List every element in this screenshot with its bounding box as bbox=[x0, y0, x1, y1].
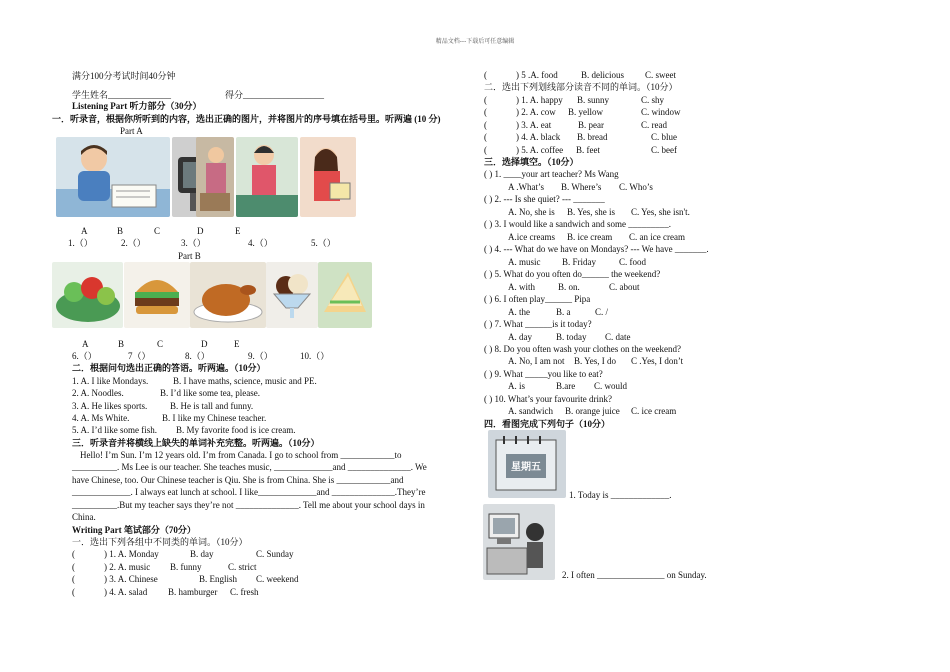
w1-option-a: ) 5 .A. food bbox=[516, 70, 558, 80]
q2-option-a: 5. A. I’d like some fish. bbox=[72, 425, 157, 435]
picture-hamburger bbox=[124, 262, 190, 328]
w3-option-c: C. about bbox=[609, 282, 640, 292]
w3-option-c: C. / bbox=[595, 307, 609, 317]
answer-paren[interactable]: ( bbox=[484, 145, 487, 155]
w1-option-a: ) 4. A. salad bbox=[104, 587, 148, 597]
passage-line[interactable]: __________.But my teacher says they’re not ______________. Tell me about your school days in bbox=[72, 500, 425, 510]
q2-option-a: 3. A. He likes sports. bbox=[72, 401, 148, 411]
answer-blank[interactable]: 6.（） bbox=[72, 351, 97, 361]
passage-line[interactable]: Hello! I’m Sun. I’m 12 years old. I’m from Canada. I go to school from ____________to bbox=[80, 450, 402, 460]
part-a-letter: C bbox=[154, 226, 161, 236]
w3-option-c: C. date bbox=[605, 332, 631, 342]
part-a-letter: D bbox=[197, 226, 204, 236]
q2-option-a: 4. A. Ms White. bbox=[72, 413, 130, 423]
w3-question[interactable]: ( ) 2. --- Is she quiet? --- _______ bbox=[484, 194, 605, 204]
w3-option-a: A. music bbox=[508, 257, 541, 267]
w2-option-b: B. bread bbox=[577, 132, 608, 142]
writing-part-title: Writing Part 笔试部分（70分） bbox=[72, 525, 196, 535]
part-b-letter: E bbox=[234, 339, 240, 349]
w2-option-b: B. yellow bbox=[568, 107, 603, 117]
w3-option-a: A.ice creams bbox=[508, 232, 555, 242]
picture-sandwich bbox=[318, 262, 372, 328]
w3-question[interactable]: ( ) 3. I would like a sandwich and some _________. bbox=[484, 219, 671, 229]
exam-info: 满分100分考试时间40分钟 bbox=[72, 71, 176, 81]
w2-option-b: B. sunny bbox=[577, 95, 610, 105]
w3-option-c: C. ice cream bbox=[631, 406, 677, 416]
part-a-letter: A bbox=[81, 226, 88, 236]
writing-q1-title: 一．选出下列各组中不同类的单词。（10分） bbox=[72, 537, 248, 547]
w1-option-a: ) 2. A. music bbox=[104, 562, 151, 572]
w3-option-a: A. sandwich bbox=[508, 406, 553, 416]
w2-option-a: ) 3. A. eat bbox=[516, 120, 552, 130]
sentence-2[interactable]: 2. I often _______________ on Sunday. bbox=[562, 570, 707, 580]
w1-option-a: ) 3. A. Chinese bbox=[104, 574, 158, 584]
answer-paren[interactable]: ( bbox=[484, 107, 487, 117]
w3-option-a: A. day bbox=[508, 332, 532, 342]
w1-option-b: B. funny bbox=[170, 562, 202, 572]
answer-paren[interactable]: ( bbox=[72, 574, 75, 584]
passage-line[interactable]: have Chinese, too. Our Chinese teacher is Qiu. She is from China. She is ____________and bbox=[72, 475, 404, 485]
w3-option-b: B. today bbox=[556, 332, 587, 342]
w3-option-c: C. Who’s bbox=[619, 182, 653, 192]
w3-option-a: A. is bbox=[508, 381, 526, 391]
part-a-letter: E bbox=[235, 226, 241, 236]
passage-line[interactable]: __________. Ms Lee is our teacher. She teaches music, _____________and ______________. We bbox=[72, 462, 427, 472]
w3-option-c: C .Yes, I don’t bbox=[631, 356, 684, 366]
w1-option-c: C. sweet bbox=[645, 70, 676, 80]
w3-option-c: C. Yes, she isn't. bbox=[631, 207, 690, 217]
answer-paren[interactable]: ( bbox=[72, 549, 75, 559]
part-a-letter: B bbox=[117, 226, 124, 236]
w2-option-c: C. beef bbox=[651, 145, 677, 155]
answer-blank[interactable]: 9.（） bbox=[248, 351, 273, 361]
w3-question[interactable]: ( ) 6. I often play______ Pipa bbox=[484, 294, 591, 304]
sentence-1[interactable]: 1. Today is _____________. bbox=[569, 490, 672, 500]
w3-option-b: B. Yes, she is bbox=[567, 207, 616, 217]
salad-icon bbox=[52, 262, 123, 328]
passage-line: China. bbox=[72, 512, 96, 522]
picture-ice-cream bbox=[266, 262, 318, 328]
w3-option-b: B. Yes, I do bbox=[574, 356, 617, 366]
answer-blank[interactable]: 1.（） bbox=[68, 238, 93, 248]
part-a-label: Part A bbox=[120, 126, 143, 136]
picture-computer bbox=[483, 504, 555, 580]
w3-option-b: B. ice cream bbox=[567, 232, 613, 242]
answer-blank[interactable]: 10.（） bbox=[300, 351, 330, 361]
q2-option-a: 2. A. Noodles. bbox=[72, 388, 124, 398]
w3-option-a: A .What’s bbox=[508, 182, 544, 192]
w3-option-c: C. an ice cream bbox=[629, 232, 685, 242]
q2-option-b: B. I’d like some tea, please. bbox=[160, 388, 260, 398]
person-washing-icon bbox=[196, 137, 234, 217]
w3-option-c: C. would bbox=[594, 381, 628, 391]
w3-question[interactable]: ( ) 4. --- What do we have on Mondays? --- We have _______. bbox=[484, 244, 709, 254]
passage-line[interactable]: _____________. I always eat lunch at school. I like_____________and ______________.They’re bbox=[72, 487, 426, 497]
roast-chicken-icon bbox=[190, 262, 266, 328]
w1-option-b: B. day bbox=[190, 549, 214, 559]
w2-option-c: C. shy bbox=[641, 95, 665, 105]
hamburger-icon bbox=[124, 262, 190, 328]
w1-option-b: B. delicious bbox=[581, 70, 624, 80]
w3-option-a: A. No, she is bbox=[508, 207, 555, 217]
writing-q3-title: 三．选择填空。（10分） bbox=[484, 157, 579, 167]
student-name-field[interactable]: 学生姓名______________ bbox=[72, 90, 172, 100]
w2-option-b: B. pear bbox=[578, 120, 604, 130]
boy-writing-icon bbox=[56, 137, 170, 217]
picture-a-boy-writing bbox=[56, 137, 170, 217]
answer-paren[interactable]: ( bbox=[484, 70, 487, 80]
q2-option-a: 1. A. I like Mondays. bbox=[72, 376, 149, 386]
listening-q1-title: 一．听录音，根据你所听到的内容，选出正确的图片，并将图片的序号填在括号里。听两遍 (10 分) bbox=[52, 114, 441, 124]
w3-option-b: B. orange juice bbox=[565, 406, 620, 416]
answer-blank[interactable]: 3.（） bbox=[181, 238, 206, 248]
part-b-letter: B bbox=[118, 339, 125, 349]
q2-option-b: B. I like my Chinese teacher. bbox=[162, 413, 267, 423]
w2-option-a: ) 2. A. cow bbox=[516, 107, 556, 117]
picture-chicken bbox=[190, 262, 266, 328]
girl-reading-icon bbox=[300, 137, 356, 217]
w2-option-b: B. feet bbox=[576, 145, 600, 155]
w2-option-a: ) 4. A. black bbox=[516, 132, 561, 142]
w3-option-c: C. food bbox=[619, 257, 646, 267]
w3-question[interactable]: ( ) 10. What’s your favourite drink? bbox=[484, 394, 613, 404]
score-field[interactable]: 得分__________________ bbox=[225, 90, 325, 100]
w3-option-b: B. on. bbox=[558, 282, 580, 292]
w1-option-a: ) 1. A. Monday bbox=[104, 549, 159, 559]
listening-part-title: Listening Part 听力部分（30分） bbox=[72, 101, 202, 111]
w2-option-c: C. read bbox=[641, 120, 667, 130]
sandwich-icon bbox=[318, 262, 372, 328]
girl-cooking-icon bbox=[236, 137, 298, 217]
page-header: 精品文档---下载后可任意编辑 bbox=[435, 38, 515, 45]
answer-paren[interactable]: ( bbox=[484, 132, 487, 142]
w3-question[interactable]: ( ) 8. Do you often wash your clothes on the weekend? bbox=[484, 344, 681, 354]
answer-blank[interactable]: 5.（） bbox=[311, 238, 336, 248]
w3-option-b: B. a bbox=[556, 307, 571, 317]
w1-option-c: C. weekend bbox=[256, 574, 299, 584]
w3-option-b: B. Friday bbox=[562, 257, 597, 267]
q2-option-b: B. He is tall and funny. bbox=[170, 401, 254, 411]
answer-blank[interactable]: 7（） bbox=[128, 351, 151, 361]
picture-c-washing bbox=[196, 137, 234, 217]
answer-blank[interactable]: 2.（） bbox=[121, 238, 146, 248]
w1-option-c: C. strict bbox=[228, 562, 257, 572]
w2-option-c: C. blue bbox=[651, 132, 677, 142]
answer-blank[interactable]: 8.（） bbox=[185, 351, 210, 361]
w3-option-b: B.are bbox=[556, 381, 576, 391]
w1-option-b: B. English bbox=[199, 574, 238, 584]
answer-paren[interactable]: ( bbox=[484, 95, 487, 105]
ice-cream-icon bbox=[266, 262, 318, 328]
writing-q4-title: 四．看图完成下列句子（10分） bbox=[484, 419, 611, 429]
w3-question[interactable]: ( ) 1. ____your art teacher? Ms Wang bbox=[484, 169, 619, 179]
part-b-letter: C bbox=[157, 339, 164, 349]
part-b-label: Part B bbox=[178, 251, 201, 261]
listening-q3-title: 三．听录音并将横线上缺失的单词补充完整。听两遍。（10分） bbox=[72, 438, 320, 448]
answer-paren[interactable]: ( bbox=[484, 120, 487, 130]
w1-option-c: C. fresh bbox=[230, 587, 259, 597]
writing-q2-title: 二．选出下列划线部分读音不同的单词。（10分） bbox=[484, 82, 678, 92]
answer-paren[interactable]: ( bbox=[72, 587, 75, 597]
w3-option-a: A. No, I am not bbox=[508, 356, 565, 366]
picture-d-girl-cooking bbox=[236, 137, 298, 217]
w3-option-a: A. the bbox=[508, 307, 530, 317]
part-b-letter: D bbox=[201, 339, 208, 349]
w3-option-b: B. Where’s bbox=[561, 182, 602, 192]
q2-option-b: B. My favorite food is ice cream. bbox=[176, 425, 296, 435]
q2-option-b: B. I have maths, science, music and PE. bbox=[173, 376, 317, 386]
w2-option-c: C. window bbox=[641, 107, 681, 117]
picture-calendar bbox=[488, 430, 566, 498]
w3-question[interactable]: ( ) 9. What _____you like to eat? bbox=[484, 369, 603, 379]
w1-option-b: B. hamburger bbox=[168, 587, 218, 597]
answer-paren[interactable]: ( bbox=[72, 562, 75, 572]
answer-blank[interactable]: 4.（） bbox=[248, 238, 273, 248]
girl-computer-icon bbox=[483, 504, 555, 580]
w2-option-a: ) 1. A. happy bbox=[516, 95, 563, 105]
w3-question[interactable]: ( ) 7. What ______is it today? bbox=[484, 319, 592, 329]
picture-salad bbox=[52, 262, 123, 328]
listening-q2-title: 二．根据问句选出正确的答语。听两遍。（10分） bbox=[72, 363, 266, 373]
w3-question[interactable]: ( ) 5. What do you often do______ the weekend? bbox=[484, 269, 661, 279]
w3-option-a: A. with bbox=[508, 282, 535, 292]
w2-option-a: ) 5. A. coffee bbox=[516, 145, 564, 155]
calendar-day-text: 星期五 bbox=[511, 462, 541, 473]
picture-e-girl-reading bbox=[300, 137, 356, 217]
w1-option-c: C. Sunday bbox=[256, 549, 294, 559]
part-b-letter: A bbox=[82, 339, 89, 349]
